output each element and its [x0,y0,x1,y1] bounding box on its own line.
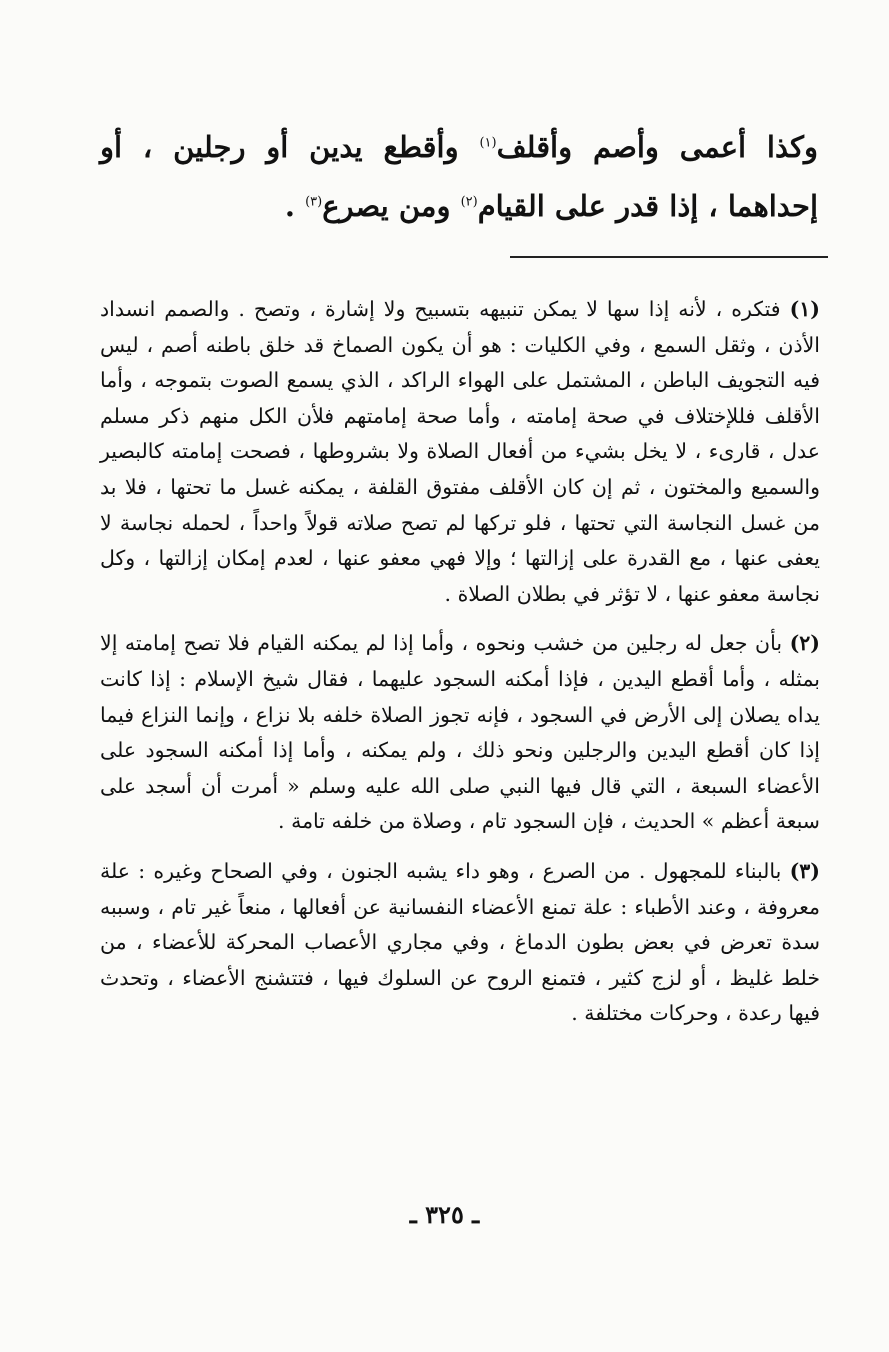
main-text-part-3: ومن يصرع [322,189,461,223]
footnote-2 [100,626,820,840]
footnote-2-number: (٢) [789,631,820,656]
footnote-2-text: بأن جعل له رجلين من خشب ونحوه ، وأما إذا لم يمكنه القيام فلا تصح إمامته إلا بمثله ، وأما أقطع اليدين ، فإذا أمكنه السجود عليهما ، فقال شيخ الإسلام : إذا كانت يداه يصلان إلى الأرض في السجود ، فإنه تجوز الصلاة خلفه بلا نزاع ، وإنما النزاع فيما إذا كان أقطع اليدين والرجلين ونحو ذلك ، ولم يمكنه ، وأما إذا أمكنه السجود على الأعضاء السبعة ، التي قال فيها النبي صلى الله عليه وسلم « أمرت أن أسجد على سبعة أعظم » الحديث ، فإن السجود تام ، وصلاة من خلفه تامة . [100,631,820,834]
footnote-3-number: (٣) [789,858,820,883]
footnote-3 [100,854,820,1032]
main-text-end: . [284,189,306,223]
main-paragraph [100,118,818,236]
footnote-1-number: (١) [789,297,820,321]
main-text-part-2: وأقطع يدين أو رجلين ، أو إحداهما ، إذا قدر على القيام [100,130,818,223]
footnote-1-text: فتكره ، لأنه إذا سها لا يمكن تنبيهه بتسبيح ولا إشارة ، وتصح . والصمم انسداد الأذن ، وثقل السمع ، وفي الكليات : هو أن يكون الصماخ قد خلق باطنه أصم ، ليس فيه التجويف الباطن ، المشتمل على الهواء الراكد ، الذي يسمع الصوت بتموجه ، وأما الأقلف فللإختلاف في صحة إمامته ، وأما صحة إمامتهم فلأن الكل منهم ذكر مسلم عدل ، قارىء ، لا يخل بشيء من أفعال الصلاة ولا بشروطها ، فصحت إمامته كالبصير والسميع والمختون ، ثم إن كان الأقلف مفتوق القلفة ، يمكنه غسل ما تحتها ، فلا بد من غسل النجاسة التي تحتها ، فلو تركها لم تصح صلاته قولاً واحداً ، لحمله نجاسة لا يعفى عنها ، مع القدرة على إزالتها ؛ وإلا فهي معفو عنها ، لعدم إمكان إزالتها ، وكل نجاسة معفو عنها ، لا تؤثر في بطلان الصلاة . [100,297,820,606]
page-number: ـ ٣٢٥ ـ [409,1200,480,1229]
footnote-ref-2[interactable]: (٢) [460,194,478,210]
main-text [100,118,818,236]
footnote-separator [510,256,828,258]
footnote-ref-3[interactable]: (٣) [305,194,323,210]
main-text-part-1: وكذا أعمى وأصم وأقلف [496,130,818,164]
footnotes [100,292,820,1046]
footnote-ref-1[interactable]: (١) [479,135,497,151]
footnote-3-text: بالبناء للمجهول . من الصرع ، وهو داء يشبه الجنون ، وفي الصحاح وغيره : علة معروفة ، وعند الأطباء : علة تمنع الأعضاء النفسانية عن أفعالها ، منعاً غير تام ، وسببه سدة تعرض في بعض بطون الدماغ ، وفي مجاري الأعصاب المحركة للأعضاء ، من خلط غليظ ، أو لزج كثير ، فتمنع الروح عن السلوك فيها ، فتتشنج الأعضاء ، وتحدث فيها رعدة ، وحركات مختلفة . [100,858,820,1026]
footnote-1 [100,292,820,612]
